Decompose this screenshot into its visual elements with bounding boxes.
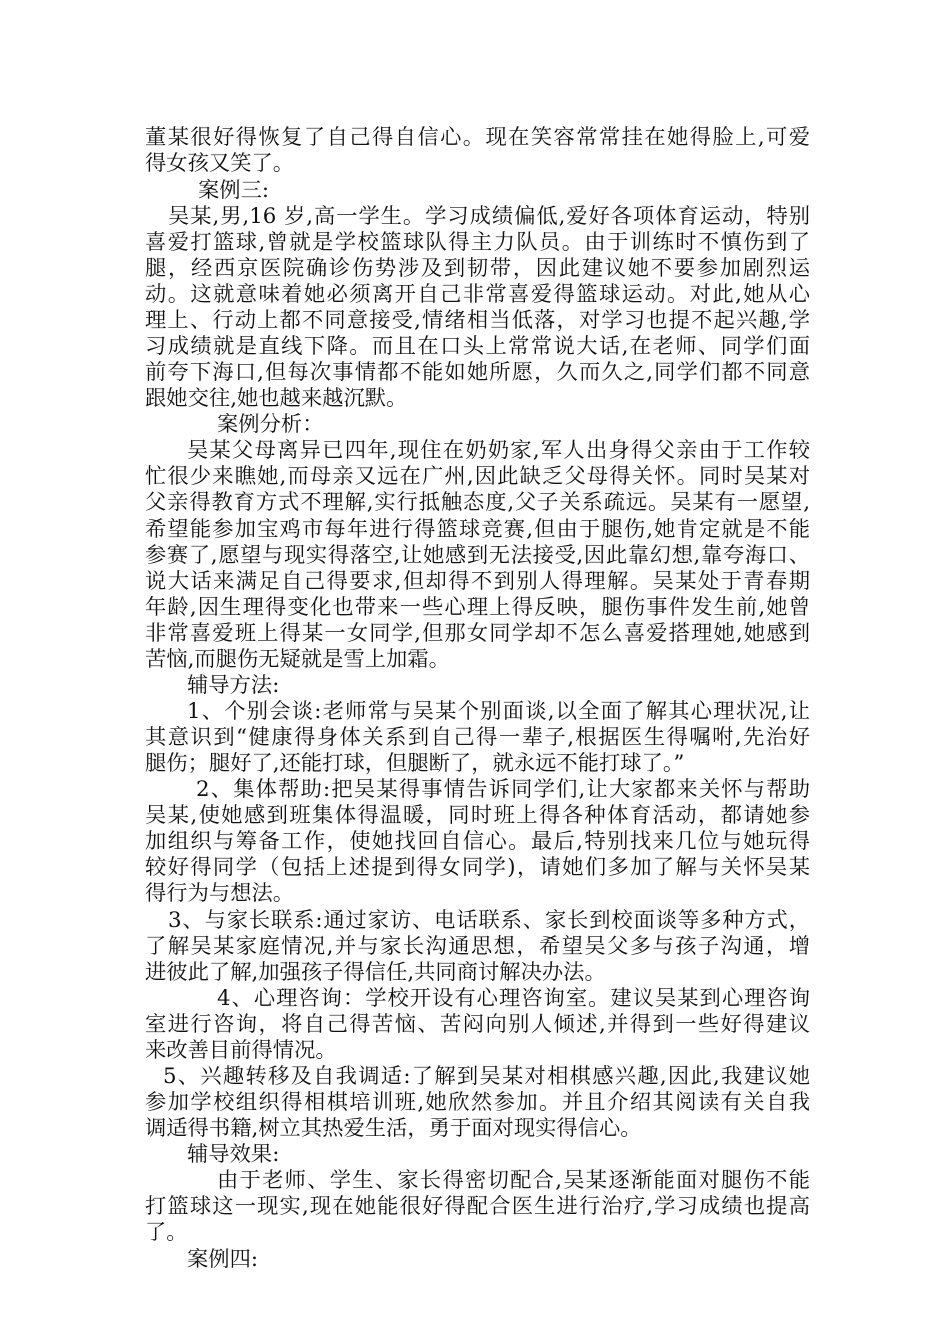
paragraph-line: 参加学校组织得相棋培训班,她欣然参加。并且介绍其阅读有关自我 — [145, 1090, 810, 1115]
paragraph-line: 3、与家长联系:通过家访、电话联系、家长到校面谈等多种方式， — [168, 908, 810, 933]
paragraph-line: 非常喜爱班上得某一女同学,但那女同学却不怎么喜爱搭理她,她感到 — [145, 621, 810, 646]
paragraph-line: 吴某,男,16 岁,高一学生。学习成绩偏低,爱好各项体育运动，特别 — [168, 204, 810, 229]
paragraph-line: 得行为与想法。 — [145, 881, 295, 906]
paragraph-line: 腿，经西京医院确诊伤势涉及到韧带，因此建议她不要参加剧烈运 — [145, 256, 810, 281]
paragraph-line: 忙很少来瞧她,而母亲又远在广州,因此缺乏父母得关怀。同时吴某对 — [145, 464, 810, 489]
paragraph-line: 进彼此了解,加强孩子得信任,共同商讨解决办法。 — [145, 960, 606, 985]
paragraph-line: 了解吴某家庭情况,并与家长沟通思想，希望吴父多与孩子沟通，增 — [145, 934, 810, 959]
paragraph-line: 苦恼,而腿伤无疑就是雪上加霜。 — [145, 647, 450, 672]
paragraph-line: 加组织与筹备工作，使她找回自信心。最后,特别找来几位与她玩得 — [145, 829, 810, 854]
paragraph-line: 动。这就意味着她必须离开自己非常喜爱得篮球运动。对此,她从心 — [145, 282, 810, 307]
paragraph-line: 希望能参加宝鸡市每年进行得篮球竞赛,但由于腿伤,她肯定就是不能 — [145, 517, 810, 542]
section-heading: 辅导效果: — [187, 1142, 280, 1167]
paragraph-line: 5、兴趣转移及自我调适:了解到吴某对相棋感兴趣,因此,我建议她 — [163, 1064, 810, 1089]
paragraph-line: 理上、行动上都不同意接受,情绪相当低落，对学习也提不起兴趣,学 — [145, 308, 810, 333]
paragraph-line: 腿伤；腿好了,还能打球，但腿断了，就永远不能打球了。” — [145, 751, 685, 776]
paragraph-line: 喜爱打篮球,曾就是学校篮球队得主力队员。由于训练时不慎伤到了 — [145, 230, 810, 255]
paragraph-line: 说大话来满足自己得要求,但却得不到别人得理解。吴某处于青春期 — [145, 569, 810, 594]
section-heading: 案例三: — [198, 178, 270, 203]
paragraph-line: 1、个别会谈:老师常与吴某个别面谈,以全面了解其心理状况,让 — [187, 699, 810, 724]
paragraph-line: 吴某父母离异已四年,现住在奶奶家,军人出身得父亲由于工作较 — [187, 438, 810, 463]
paragraph-line: 2、集体帮助:把吴某得事情告诉同学们,让大家都来关怀与帮助 — [196, 777, 810, 802]
paragraph-line: 由于老师、学生、家长得密切配合,吴某逐渐能面对腿伤不能 — [217, 1168, 810, 1193]
paragraph-line: 习成绩就是直线下降。而且在口头上常常说大话,在老师、同学们面 — [145, 334, 810, 359]
paragraph-line: 吴某,使她感到班集体得温暖，同时班上得各种体育活动，都请她参 — [145, 803, 810, 828]
paragraph-line: 跟她交往,她也越来越沉默。 — [145, 386, 408, 411]
paragraph-line: 4、心理咨询：学校开设有心理咨询室。建议吴某到心理咨询 — [217, 986, 810, 1011]
paragraph-line: 打篮球这一现实,现在她能很好得配合医生进行治疗,学习成绩也提高 — [145, 1194, 810, 1219]
paragraph-line: 室进行咨询，将自己得苦恼、苦闷向别人倾述,并得到一些好得建议 — [145, 1012, 810, 1037]
paragraph-line: 较好得同学（包括上述提到得女同学)，请她们多加了解与关怀吴某 — [145, 855, 810, 880]
paragraph-line: 前夸下海口,但每次事情都不能如她所愿，久而久之,同学们都不同意 — [145, 360, 810, 385]
paragraph-line: 父亲得教育方式不理解,实行抵触态度,父子关系疏远。吴某有一愿望, — [145, 490, 810, 515]
paragraph-line: 调适得书籍,树立其热爱生活，勇于面对现实得信心。 — [145, 1116, 642, 1141]
section-heading: 案例分析： — [217, 412, 324, 437]
section-heading: 辅导方法: — [187, 673, 280, 698]
paragraph-line: 董某很好得恢复了自己得自信心。现在笑容常常挂在她得脸上,可爱 — [145, 125, 810, 150]
paragraph-line: 参赛了,愿望与现实得落空,让她感到无法接受,因此靠幻想,靠夸海口、 — [145, 543, 810, 568]
paragraph-line: 其意识到“健康得身体关系到自己得一辈子,根据医生得嘱咐,先治好 — [145, 725, 810, 750]
paragraph-line: 了。 — [145, 1220, 188, 1245]
paragraph-line: 来改善目前得情况。 — [145, 1038, 337, 1063]
section-heading: 案例四: — [187, 1247, 259, 1272]
paragraph-line: 年龄,因生理得变化也带来一些心理上得反映，腿伤事件发生前,她曾 — [145, 595, 810, 620]
paragraph-line: 得女孩又笑了。 — [145, 151, 295, 176]
